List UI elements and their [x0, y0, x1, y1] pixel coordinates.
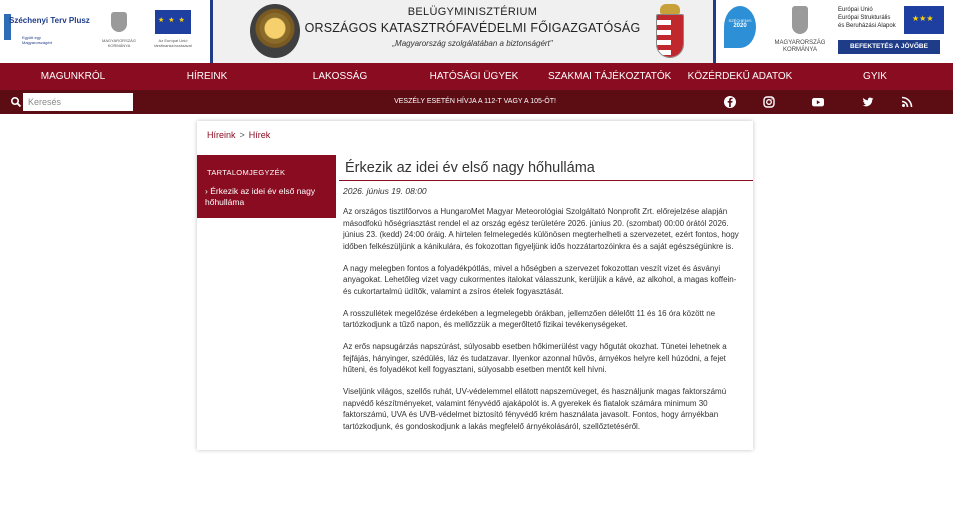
nav-lakossag[interactable]: LAKOSSÁG [312, 71, 368, 82]
table-of-contents [197, 155, 336, 218]
gov-label: MAGYARORSZÁG KORMÁNYA [102, 38, 136, 48]
szechenyi-tagline: Együtt egy Magyarországért [22, 35, 53, 45]
agency-motto: „Magyarország szolgálatában a biztonságért" [392, 39, 553, 48]
breadcrumb-separator: > [239, 130, 245, 140]
invest-future-badge: BEFEKTETÉS A JÖVŐBE [838, 40, 940, 54]
nav-hireink[interactable]: HÍREINK [186, 71, 228, 82]
utility-bar [0, 90, 953, 114]
hungarian-crest-icon-right [792, 6, 808, 34]
toc-link[interactable] [205, 186, 330, 208]
article-date: 2026. június 19. 08:00 [343, 186, 427, 196]
hungary-coat-of-arms-icon [656, 4, 684, 60]
header-divider [210, 0, 213, 63]
gov-label-right: MAGYARORSZÁG KORMÁNYA [774, 40, 826, 53]
eu-funds-logo[interactable] [838, 6, 950, 30]
toc-heading: TARTALOMJEGYZÉK [207, 168, 286, 177]
article-body [343, 206, 741, 443]
breadcrumb [207, 130, 270, 140]
article-paragraph-4: Az erős napsugárzás napszúrást, súlyosabb esetben hőkimerülést vagy hőgutát okozhat. Tünetei lehetnek a fejfájás, hányinger, szédülés, láz és tudatzavar. Ilyenkor azonnal hűvös, árnyékos helyre kell húzódni, a fejet hűteni, és folyadékot kell fogyasztani, súlyosabb esetben mentőt kell hívni. [343, 342, 727, 374]
twitter-icon[interactable] [861, 95, 875, 109]
rss-icon[interactable] [900, 95, 914, 109]
sz2020-title: SZÉCHENYI [728, 18, 752, 23]
toc-link-label: Érkezik az idei év első nagy hőhulláma [205, 186, 316, 207]
search-icon[interactable] [10, 96, 22, 108]
nav-gyik[interactable]: GYIK [863, 71, 887, 82]
eu-text-1: Európai Unió [838, 7, 873, 13]
content-card [197, 121, 753, 450]
hungarian-crest-icon [111, 12, 127, 32]
chevron-right-icon: › [205, 186, 208, 196]
nav-szakmai-tajekoztatok[interactable]: SZAKMAI TÁJÉKOZTATÓK [548, 71, 672, 82]
nav-hatosagi-ugyek[interactable]: HATÓSÁGI ÜGYEK [429, 71, 519, 82]
eu-flag-icon-right [904, 6, 944, 34]
eu-flag-icon [155, 10, 191, 34]
main-nav [0, 63, 953, 90]
emergency-notice: VESZÉLY ESETÉN HÍVJA A 112-T VAGY A 105-ÖT! [394, 98, 556, 105]
youtube-icon[interactable] [811, 95, 825, 109]
article-paragraph-3: A rosszullétek megelőzése érdekében a legmelegebb órákban, jellemzően délelőtt 11 és 16 óra között ne tartózkodjunk a tűző napon, és mellőzzük a megerőltető fizikai tevékenységeket. [343, 308, 716, 329]
breadcrumb-hireink[interactable]: Híreink [207, 130, 236, 140]
agency-name: ORSZÁGOS KATASZTRÓFAVÉDELMI FŐIGAZGATÓSÁG [304, 21, 641, 35]
instagram-icon[interactable] [762, 95, 776, 109]
breadcrumb-hirek[interactable]: Hírek [248, 130, 271, 140]
eu-text-3: és Beruházási Alapok [838, 23, 896, 29]
title-divider [339, 180, 753, 181]
facebook-icon[interactable] [723, 95, 737, 109]
article-paragraph-5: Viseljünk világos, szellős ruhát, UV-védelemmel ellátott napszemüveget, és használjunk magas faktorszámú napvédő készítményeket, valamint fényvédő ajakápolót is. A gyerekek és fiatalok számára minimum 30 faktorszámú, UVA és UVB-védelmet biztosító fényvédő krém használata javasolt. Fontos, hogy árnyékban tartózkodjunk, és gondoskodjunk a lakás megfelelő árnyékolásáról, szellőztetéséről. [343, 387, 727, 431]
nav-kozerdeku-adatok[interactable]: KÖZÉRDEKŰ ADATOK [687, 71, 793, 82]
szechenyi-title: Széchenyi Terv Plusz [9, 16, 90, 25]
agency-title-block [300, 6, 645, 48]
article-title: Érkezik az idei év első nagy hőhulláma [345, 160, 595, 176]
sz2020-year: 2020 [733, 23, 747, 29]
eu-label: Az Európai Unió társfinanszírozásával [154, 38, 192, 48]
search-input[interactable] [23, 93, 133, 111]
site-header [0, 0, 953, 63]
ministry-name: BELÜGYMINISZTÉRIUM [407, 6, 538, 18]
okf-emblem-icon[interactable] [250, 4, 300, 58]
article-paragraph-1: Az országos tisztifőorvos a HungaroMet Magyar Meteorológiai Szolgáltató Nonprofit Zrt. előrejelzése alapján másodfokú hőségriasztást rendel el az ország egész területére 2026. június 20. (szombat) 00:00 órától 2026. június 23. (kedd) 24:00 óráig. A hirtelen felmelegedés különösen megterhelheti a szervezetet, ezért fontos, hogy időben felkészüljünk a kánikulára, és fokozottan figyeljünk idős hozzátartozóinkra és a saját egészségünkre is. [343, 207, 739, 251]
szechenyi-2020-logo[interactable] [724, 6, 756, 48]
nav-magunkrol[interactable]: MAGUNKRÓL [40, 71, 106, 82]
szechenyi-terv-logo[interactable] [4, 12, 90, 52]
eu-text-2: Európai Strukturális [838, 15, 891, 21]
article-paragraph-2: A nagy melegben fontos a folyadékpótlás, mivel a hőségben a szervezet fokozottan veszít vizet és ásványi anyagokat. Lehetőleg vizet vagy cukormentes italokat válasszunk, kerüljük a kávé, az alkohol, a magas koffein- és cukortartalmú üdítők, valamint a zsíros ételek fogyasztását. [343, 263, 737, 296]
left-logos [0, 0, 210, 63]
